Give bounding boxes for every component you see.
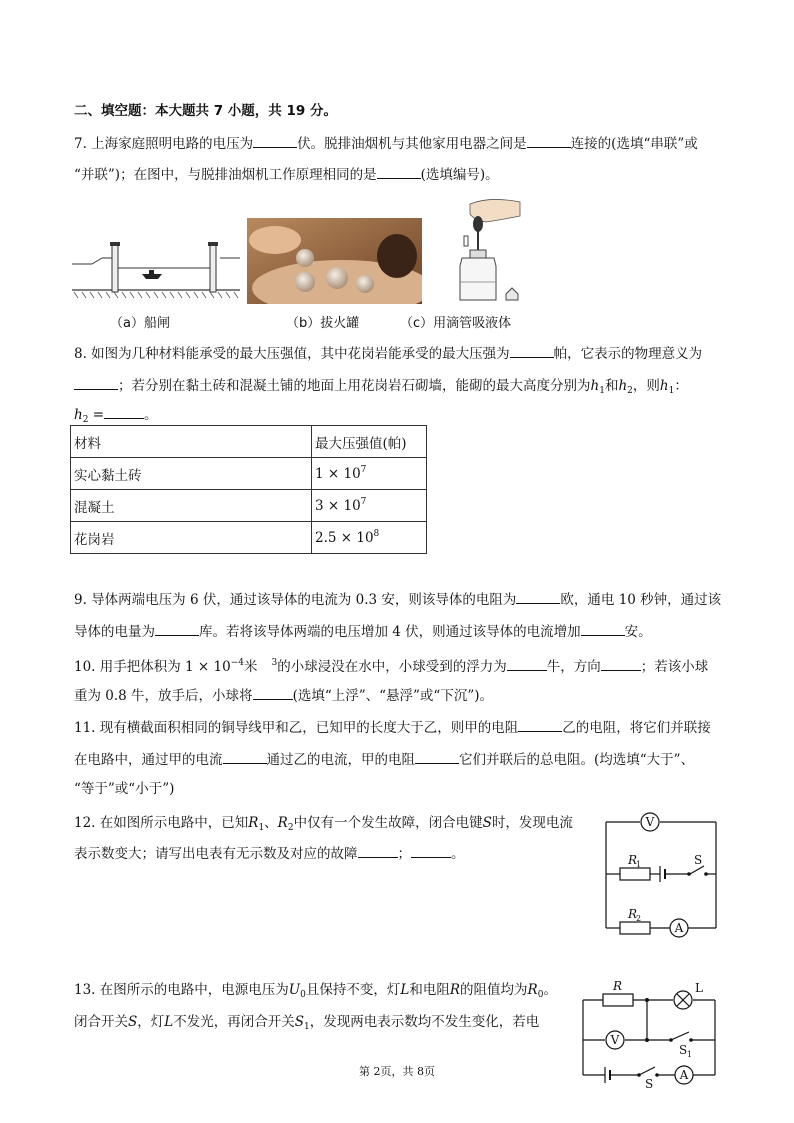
table-cell: $1 \times 10^7$ [312,458,427,490]
resistor-r1-label: R [628,853,638,867]
table-cell: $3 \times 10^7$ [312,490,427,522]
q12-line1: 12. 在如图所示电路中，已知$R_1$、$R_2$中仅有一个发生故障，闭合电键S时，发现电流 [74,815,573,833]
answer-blank[interactable] [581,621,625,636]
cupping-photo [247,218,422,304]
q9-line2: 导体的电量为 库。若将该导体两端的电压增加 4 伏，则通过该导体的电流增加 安。 [74,621,652,642]
table-cell: 混凝土 [71,490,312,522]
q8-line3: $h_2$ = 。 [74,404,158,430]
answer-blank[interactable] [104,404,144,419]
answer-blank[interactable] [411,843,451,858]
figure-caption-a: （a）船闸 [110,316,170,331]
answer-blank[interactable] [253,685,293,700]
table-cell: 花岗岩 [71,522,312,554]
section-title: 二、填空题：本大题共 7 小题，共 19 分。 [74,103,337,119]
answer-blank[interactable] [510,343,554,358]
svg-text:1: 1 [636,860,642,869]
answer-blank[interactable] [253,133,297,148]
answer-blank[interactable] [516,589,560,604]
answer-blank[interactable] [74,375,118,390]
q12-line2: 表示数变大；请写出电表有无示数及对应的故障 ； 。 [74,843,465,864]
table-row [71,522,427,554]
q11-line2: 在电路中，通过甲的电流 通过乙的电流，甲的电阻 它们并联后的总电阻。(均选填“大于”、 [74,749,694,770]
q10-line2: 重为 0.8 牛，放手后，小球将 (选填“上浮”、“悬浮”或“下沉”)。 [74,685,493,706]
table-header: 最大压强值(帕) [312,426,427,458]
pressure-table [70,425,427,554]
answer-blank[interactable] [415,749,459,764]
q13-line2: 闭合开关S，灯L不发光，再闭合开关$S_1$，发现两电表示数均不发生变化，若电 [74,1014,540,1032]
table-row [71,490,427,522]
ammeter-label: A [674,921,684,935]
switch-s1-label: S [679,1043,688,1057]
resistor-r-label: R [613,979,623,993]
q11-line3: “等于”或“小于”) [74,781,175,797]
table-cell: $2.5 \times 10^8$ [312,522,427,554]
voltmeter-label: V [645,815,655,829]
svg-text:2: 2 [636,914,642,923]
answer-blank[interactable] [358,843,398,858]
q8-line2: ；若分别在黏土砖和混凝土铺的地面上用花岗岩石砌墙，能砌的最大高度分别为$h_1$和$h_2$，则$h_1$： [74,375,688,401]
svg-text:1: 1 [687,1050,693,1059]
q9-line1: 9. 导体两端电压为 6 伏，通过该导体的电流为 0.3 安，则该导体的电阻为 欧，通电 10 秒钟，通过该 [74,589,721,610]
answer-blank[interactable] [155,621,199,636]
voltmeter-label: V [610,1033,620,1047]
answer-blank[interactable] [518,717,562,732]
page-footer: 第 2页，共 8页 [359,1065,435,1078]
q13-line1: 13. 在图所示的电路中，电源电压为$U_0$且保持不变，灯L和电阻R的阻值均为$R_0$。 [74,982,557,1000]
answer-blank[interactable] [601,656,641,671]
answer-blank[interactable] [507,656,547,671]
q7-line1: 7. 上海家庭照明电路的电压为 伏。脱排油烟机与其他家用电器之间是 连接的(选填“串联”或 [74,133,698,154]
q10-line1: 10. 用手把体积为 $1 \times 10^{-4}$米 $^3$的小球浸没在水中，小球受到的浮力为 牛，方向 ；若该小球 [74,658,709,675]
lamp-label: L [695,981,703,995]
answer-blank[interactable] [223,749,267,764]
table-row [71,458,427,490]
figure-caption-b: （b）拔火罐 [286,316,360,331]
figure-caption-c: （c）用滴管吸液体 [400,316,512,331]
q7-line2: “并联”)；在图中，与脱排油烟机工作原理相同的是 (选填编号)。 [74,164,499,185]
q11-line1: 11. 现有横截面积相同的铜导线甲和乙，已知甲的长度大于乙，则甲的电阻 乙的电阻，将它们并联接 [74,717,711,738]
answer-blank[interactable] [377,164,421,179]
table-header: 材料 [71,426,312,458]
resistor-r2-label: R [628,907,638,921]
table-cell: 实心黏土砖 [71,458,312,490]
ammeter-label: A [679,1068,689,1082]
switch-label: S [694,853,703,867]
ship-lock-figure [70,238,242,304]
answer-blank[interactable] [527,133,571,148]
switch-s-label: S [645,1077,654,1088]
q8-line1: 8. 如图为几种材料能承受的最大压强值，其中花岗岩能承受的最大压强为 帕，它表示的物理意义为 [74,343,702,364]
table-header-row [71,426,427,458]
q12-circuit-diagram [600,808,724,940]
dropper-figure [450,196,525,306]
